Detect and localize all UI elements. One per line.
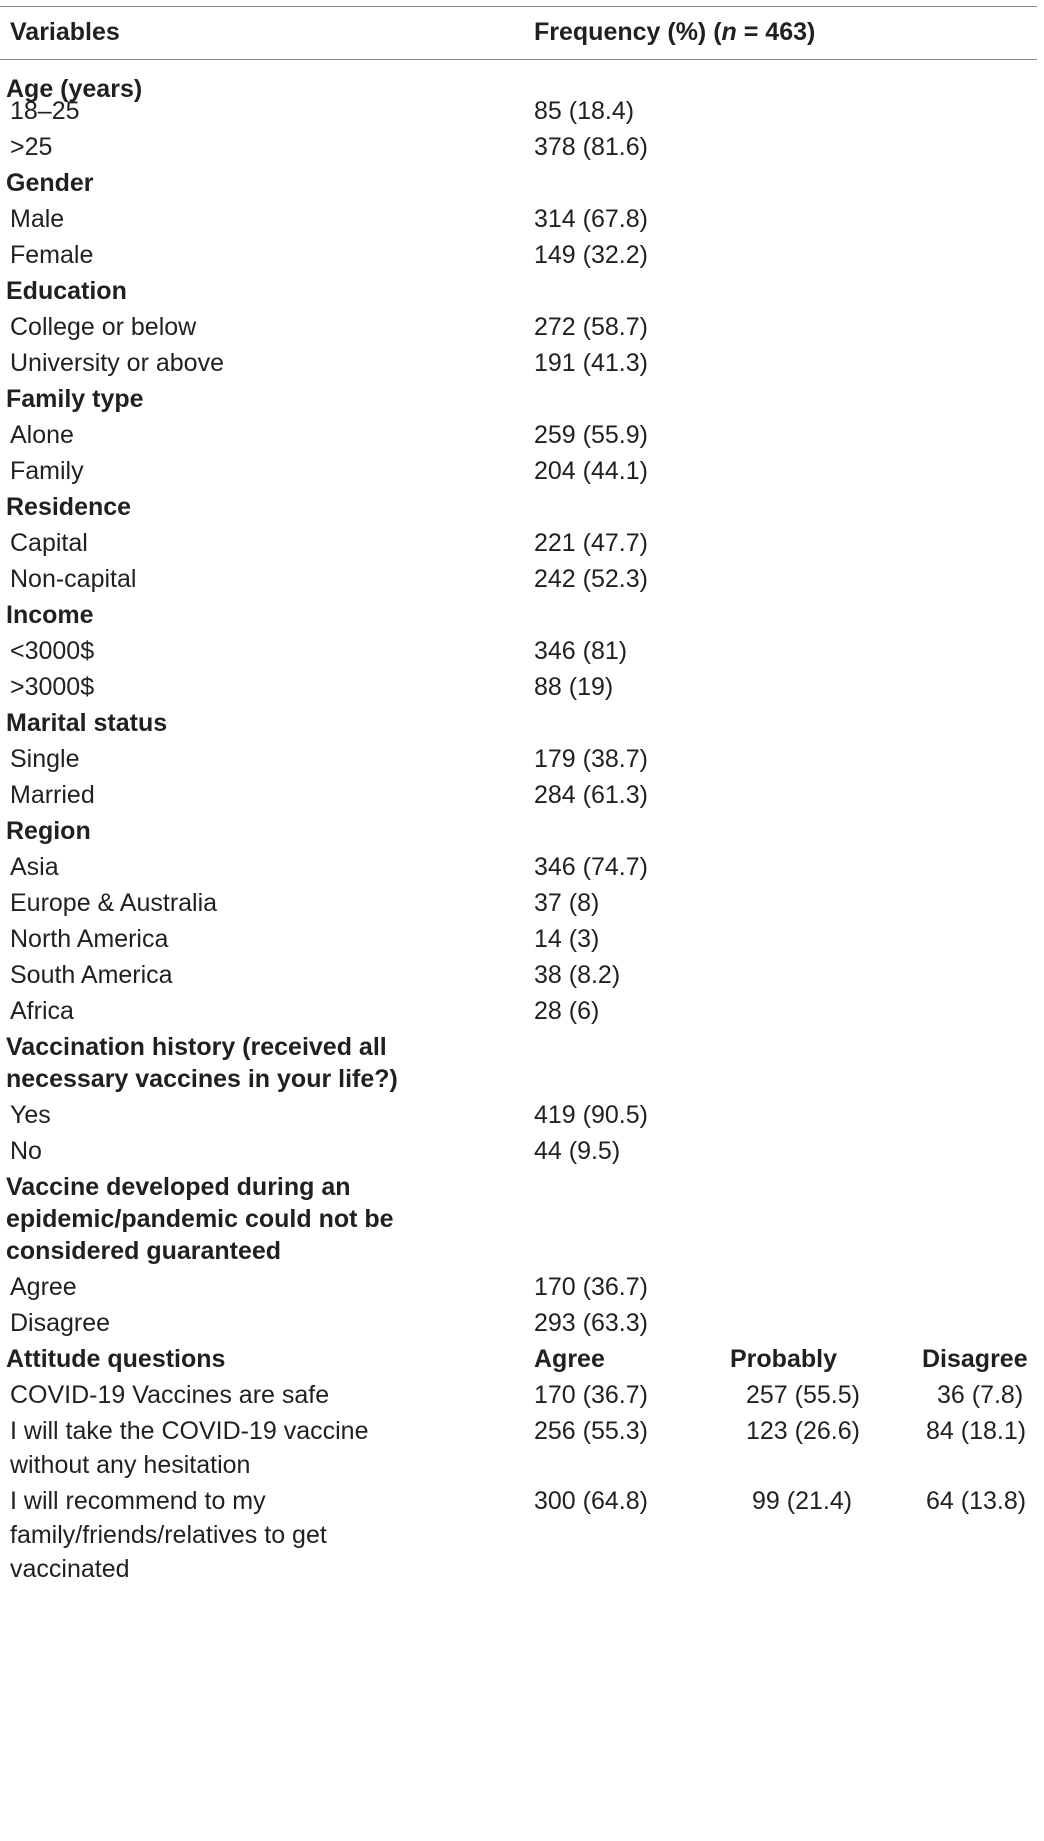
attitude-col-probably: Probably (730, 1345, 837, 1373)
row-value: 88 (19) (534, 673, 614, 701)
row-value: 85 (18.4) (534, 97, 635, 125)
row-label: Female (10, 241, 94, 269)
group-title-marital-status: Marital status (6, 709, 168, 737)
row-label: <3000$ (10, 637, 95, 665)
group-title-residence: Residence (6, 493, 132, 521)
row-label: Male (10, 205, 65, 233)
row-value: 44 (9.5) (534, 1137, 621, 1165)
row-value: 204 (44.1) (534, 457, 648, 485)
attitude-disagree-value: 64 (13.8) (926, 1487, 1027, 1515)
attitude-row-label: I will take the COVID-19 vaccine (10, 1417, 369, 1445)
row-value: 284 (61.3) (534, 781, 648, 809)
row-value: 221 (47.7) (534, 529, 648, 557)
attitude-title: Attitude questions (6, 1345, 226, 1373)
row-value: 346 (74.7) (534, 853, 648, 881)
group-title-vaccination-history-line2: necessary vaccines in your life?) (6, 1065, 398, 1093)
row-value: 259 (55.9) (534, 421, 648, 449)
row-value: 314 (67.8) (534, 205, 648, 233)
attitude-probably-value: 257 (55.5) (746, 1381, 860, 1409)
attitude-row-label: without any hesitation (10, 1451, 251, 1479)
attitude-agree-value: 256 (55.3) (534, 1417, 648, 1445)
group-title-income: Income (6, 601, 94, 629)
row-label: Europe & Australia (10, 889, 218, 917)
row-value: 170 (36.7) (534, 1273, 648, 1301)
group-title-vaccine-guarantee-line2: epidemic/pandemic could not be (6, 1205, 394, 1233)
header-rule (0, 59, 1037, 60)
row-label: Asia (10, 853, 59, 881)
attitude-row-label: family/friends/relatives to get (10, 1521, 327, 1549)
row-value: 14 (3) (534, 925, 600, 953)
row-value: 346 (81) (534, 637, 628, 665)
row-label: Capital (10, 529, 88, 557)
attitude-disagree-value: 36 (7.8) (937, 1381, 1024, 1409)
row-value: 272 (58.7) (534, 313, 648, 341)
group-title-vaccination-history-line1: Vaccination history (received all (6, 1033, 387, 1061)
row-label: College or below (10, 313, 197, 341)
row-label: Agree (10, 1273, 77, 1301)
row-label: 18–25 (10, 97, 80, 125)
row-value: 37 (8) (534, 889, 600, 917)
row-value: 149 (32.2) (534, 241, 648, 269)
group-title-education: Education (6, 277, 127, 305)
group-title-gender: Gender (6, 169, 94, 197)
attitude-agree-value: 300 (64.8) (534, 1487, 648, 1515)
row-value: 419 (90.5) (534, 1101, 648, 1129)
row-label: Married (10, 781, 95, 809)
row-label: Africa (10, 997, 74, 1025)
header-frequency: Frequency (%) (n = 463) (534, 18, 816, 46)
attitude-probably-value: 99 (21.4) (752, 1487, 853, 1515)
attitude-row-label: I will recommend to my (10, 1487, 266, 1515)
row-label: Alone (10, 421, 74, 449)
row-label: Family (10, 457, 84, 485)
group-title-age: Age (years) (6, 75, 143, 103)
row-label: >3000$ (10, 673, 95, 701)
row-label: Yes (10, 1101, 51, 1129)
row-label: >25 (10, 133, 53, 161)
row-value: 191 (41.3) (534, 349, 648, 377)
row-label: Single (10, 745, 80, 773)
row-value: 28 (6) (534, 997, 600, 1025)
header-variables: Variables (10, 18, 120, 46)
group-title-vaccine-guarantee-line3: considered guaranteed (6, 1237, 282, 1265)
attitude-row-label: vaccinated (10, 1555, 130, 1583)
row-label: South America (10, 961, 173, 989)
attitude-probably-value: 123 (26.6) (746, 1417, 860, 1445)
row-label: University or above (10, 349, 224, 377)
table-top-rule (0, 6, 1037, 7)
row-value: 242 (52.3) (534, 565, 648, 593)
group-title-family-type: Family type (6, 385, 144, 413)
row-value: 179 (38.7) (534, 745, 648, 773)
group-title-vaccine-guarantee-line1: Vaccine developed during an (6, 1173, 351, 1201)
attitude-agree-value: 170 (36.7) (534, 1381, 648, 1409)
attitude-disagree-value: 84 (18.1) (926, 1417, 1027, 1445)
row-value: 378 (81.6) (534, 133, 648, 161)
row-value: 38 (8.2) (534, 961, 621, 989)
attitude-col-agree: Agree (534, 1345, 605, 1373)
group-title-region: Region (6, 817, 91, 845)
row-label: Non-capital (10, 565, 137, 593)
attitude-row-label: COVID-19 Vaccines are safe (10, 1381, 330, 1409)
row-label: North America (10, 925, 169, 953)
attitude-col-disagree: Disagree (922, 1345, 1028, 1373)
row-value: 293 (63.3) (534, 1309, 648, 1337)
row-label: Disagree (10, 1309, 111, 1337)
row-label: No (10, 1137, 42, 1165)
